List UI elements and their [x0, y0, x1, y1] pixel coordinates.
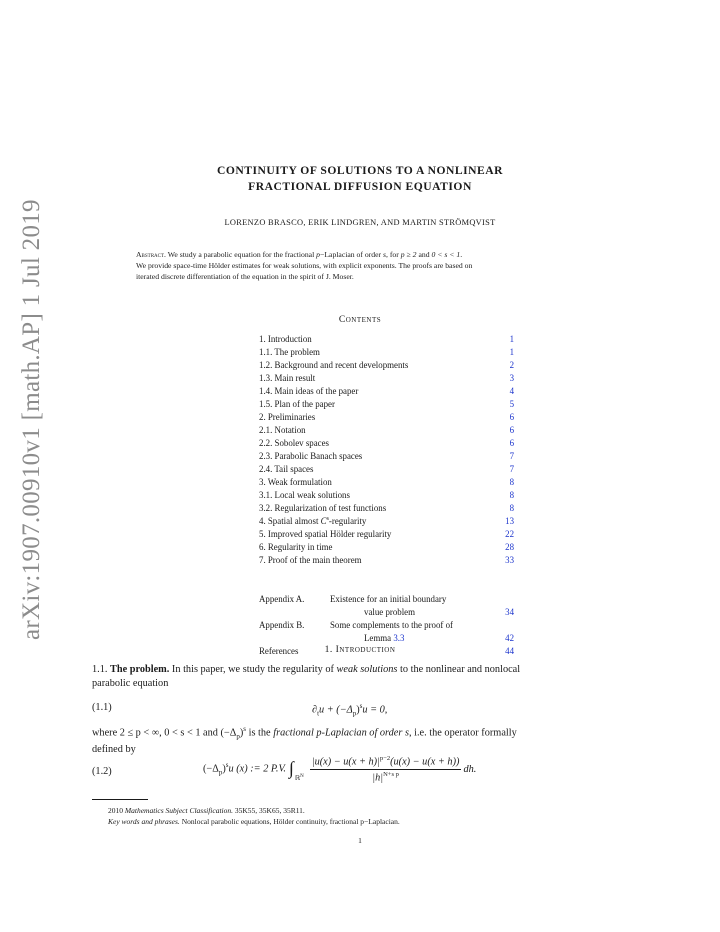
page-number: 1 [358, 836, 362, 845]
toc-label: 1.3. Main result [259, 373, 316, 383]
toc-page-link[interactable]: 28 [505, 542, 514, 552]
toc-page-link[interactable]: 3 [509, 373, 514, 383]
toc-entry[interactable] [259, 555, 514, 568]
abstract-text: −Laplacian of order [320, 250, 384, 259]
fraction-denominator [310, 770, 462, 783]
toc-entry[interactable] [259, 477, 514, 490]
eq-part: u = 0, [362, 704, 388, 716]
toc-label: Some complements to the proof of [330, 620, 453, 630]
toc-entry[interactable] [259, 373, 514, 386]
toc-page-link[interactable]: 34 [505, 607, 514, 617]
eq-subscript: p [352, 709, 357, 718]
toc-label: 3. Weak formulation [259, 477, 332, 487]
toc-label: 2.3. Parabolic Banach spaces [259, 451, 363, 461]
toc-label: 2. Preliminaries [259, 412, 316, 422]
eq-superscript: N+s p [383, 770, 399, 778]
fraction-numerator [310, 755, 462, 769]
paragraph-text: parabolic equation [92, 678, 169, 689]
toc-entry[interactable] [259, 451, 514, 464]
author-list: LORENZO BRASCO, ERIK LINDGREN, AND MARTIN STRÖMQVIST [224, 218, 496, 227]
paragraph-text: defined by [92, 744, 136, 756]
subsection-title: The problem. [110, 664, 170, 675]
eq-part: dh. [463, 763, 477, 775]
abstract-label: Abstract. [136, 250, 166, 259]
toc-entry-appendix-a-cont[interactable] [259, 607, 514, 620]
toc-page-link[interactable]: 1 [509, 347, 514, 357]
eq-part: ) [222, 763, 226, 775]
toc-page-link[interactable]: 8 [509, 490, 514, 500]
toc-page-link[interactable]: 33 [505, 555, 514, 565]
emphasis-text: fractional p-Laplacian of order s [273, 727, 409, 739]
toc-page-link[interactable]: 2 [509, 360, 514, 370]
paragraph-problem [92, 663, 664, 691]
footnote-text: Nonlocal parabolic equations, Hölder continuity, fractional p−Laplacian. [179, 817, 400, 826]
integral-domain [295, 774, 304, 782]
footnote-text: 2010 [108, 806, 125, 815]
paragraph-text: ) [239, 727, 244, 739]
toc-label: value problem [364, 607, 416, 617]
text-superscript: s [243, 725, 247, 733]
toc-page-link[interactable]: 6 [509, 412, 514, 422]
eq-part: (−Δ [203, 763, 219, 775]
footnote-text: 35K55, 35K65, 35R11. [233, 806, 305, 815]
toc-label: 5. Improved spatial Hölder regularity [259, 529, 392, 539]
eq-superscript: p−2 [379, 755, 391, 763]
lemma-link[interactable]: 3.3 [393, 633, 405, 643]
toc-label: 3.2. Regularization of test functions [259, 503, 387, 513]
footnote-keywords [108, 817, 668, 826]
toc-label: 7. Proof of the main theorem [259, 555, 362, 565]
abstract-text: and [416, 250, 432, 259]
contents-heading: Contents [338, 314, 382, 325]
subsection-number: 1.1. [92, 664, 108, 675]
toc-label: 1. Introduction [259, 334, 312, 344]
toc-entry[interactable] [259, 529, 514, 542]
abstract-text: We study a parabolic equation for the fractional [167, 250, 317, 259]
abstract-math: p ≥ 2 [400, 250, 417, 259]
abstract-line-3: iterated discrete differentiation of the equation in the spirit of J. Moser. [136, 272, 354, 281]
toc-superscript: s [326, 516, 329, 523]
toc-page-link[interactable]: 13 [505, 516, 514, 526]
eq-part: ℝ [294, 775, 301, 783]
abstract-text: . [460, 250, 463, 259]
toc-label: 3.1. Local weak solutions [259, 490, 350, 500]
toc-entry[interactable] [259, 490, 514, 503]
eq-superscript: N [300, 773, 304, 779]
toc-label-text: Lemma [364, 633, 394, 643]
toc-entry[interactable] [259, 542, 514, 555]
eq-part: u + (−Δ [319, 704, 353, 716]
eq-subscript: t [317, 709, 320, 718]
eq-part: (u(x) − u(x + h)) [390, 756, 460, 768]
toc-label: References [259, 646, 299, 656]
toc-label: 2.1. Notation [259, 425, 306, 435]
eq-subscript: p [218, 768, 223, 777]
toc-page-link[interactable]: 6 [509, 425, 514, 435]
abstract-line-2: We provide space-time Hölder estimates for weak solutions, with explicit exponents. The proofs are based on [136, 261, 473, 270]
footnote-rule [92, 799, 148, 800]
integral-sign-icon: ∫ [289, 757, 294, 778]
toc-label: 1.5. Plan of the paper [259, 399, 335, 409]
footnote-label: Key words and phrases. [108, 817, 180, 826]
toc-entry[interactable] [259, 516, 514, 529]
toc-label: Appendix B. [259, 620, 305, 630]
abstract-math: p [316, 250, 320, 259]
paper-title-line-2: FRACTIONAL DIFFUSION EQUATION [248, 180, 472, 193]
paragraph-text: to the nonlinear and nonlocal [397, 664, 521, 675]
toc-page-link[interactable]: 5 [509, 399, 514, 409]
eq-part: u (x) := 2 P.V. [228, 763, 287, 775]
toc-label [364, 633, 404, 643]
toc-label: Appendix A. [259, 594, 305, 604]
toc-entry-appendix-b[interactable] [259, 620, 514, 633]
toc-label: 2.4. Tail spaces [259, 464, 314, 474]
toc-page-link[interactable]: 22 [505, 529, 514, 539]
toc-math: C [320, 516, 327, 526]
paragraph-text: where 2 ≤ p < ∞, 0 < s < 1 and (−Δ [92, 727, 237, 739]
eq-part: ) [356, 704, 360, 716]
eq-part: ∂ [312, 704, 318, 716]
section-heading-introduction: 1. Introduction [324, 644, 396, 655]
fraction [310, 755, 462, 783]
toc-label: Existence for an initial boundary [330, 594, 447, 604]
toc-entry[interactable] [259, 399, 514, 412]
toc-label: 6. Regularity in time [259, 542, 333, 552]
toc-label: 2.2. Sobolev spaces [259, 438, 330, 448]
toc-page-link[interactable]: 1 [509, 334, 514, 344]
arxiv-identifier: arXiv:1907.00910v1 [math.AP] 1 Jul 2019 [18, 199, 45, 640]
toc-entry[interactable] [259, 438, 514, 451]
toc-page-link[interactable]: 8 [509, 477, 514, 487]
eq-superscript: s [359, 702, 363, 710]
toc-entry[interactable] [259, 386, 514, 399]
toc-page-link[interactable]: 7 [509, 464, 514, 474]
toc-entry[interactable] [259, 503, 514, 516]
paragraph-text: , i.e. the operator formally [408, 727, 517, 739]
paragraph-text: is the [246, 727, 274, 739]
abstract-text: , for [386, 250, 401, 259]
abstract [136, 249, 626, 282]
toc-page-link[interactable]: 7 [509, 451, 514, 461]
toc-label: 4. Spatial almost $C^s$-regularity [259, 516, 367, 526]
toc-page-link[interactable]: 6 [509, 438, 514, 448]
equation-number-1-1: (1.1) [92, 702, 112, 713]
toc-label: 1.1. The problem [259, 347, 320, 357]
equation-number-1-2: (1.2) [92, 766, 112, 777]
eq-superscript: s [225, 761, 229, 770]
toc-entry[interactable] [259, 360, 514, 373]
eq-part: |h| [372, 771, 384, 783]
toc-page-link[interactable]: 44 [505, 646, 514, 656]
toc-label: 1.2. Background and recent developments [259, 360, 409, 370]
toc-entry[interactable] [259, 412, 514, 425]
text-subscript: p [236, 732, 240, 741]
emphasis-text: weak solutions [336, 664, 398, 675]
paper-title-line-1: CONTINUITY OF SOLUTIONS TO A NONLINEAR [216, 164, 504, 177]
footnote-msc [108, 806, 668, 815]
toc-entry-appendix-a[interactable] [259, 594, 514, 607]
toc-label: 1.4. Main ideas of the paper [259, 386, 359, 396]
equation-1-2 [203, 752, 476, 786]
eq-part: |u(x) − u(x + h)| [311, 756, 380, 768]
toc-page-link[interactable]: 42 [505, 633, 514, 643]
toc-entry[interactable] [259, 334, 514, 347]
toc-page-link[interactable]: 8 [509, 503, 514, 513]
toc-page-link[interactable]: 4 [509, 386, 514, 396]
equation-1-1 [312, 702, 387, 717]
toc-entry[interactable] [259, 347, 514, 360]
toc-entry[interactable] [259, 464, 514, 477]
paragraph-text: In this paper, we study the regularity of [169, 664, 337, 675]
abstract-math: 0 < s < 1 [431, 250, 461, 259]
toc-entry[interactable] [259, 425, 514, 438]
footnote-label: Mathematics Subject Classification. [124, 806, 233, 815]
abstract-math: s [383, 250, 387, 259]
